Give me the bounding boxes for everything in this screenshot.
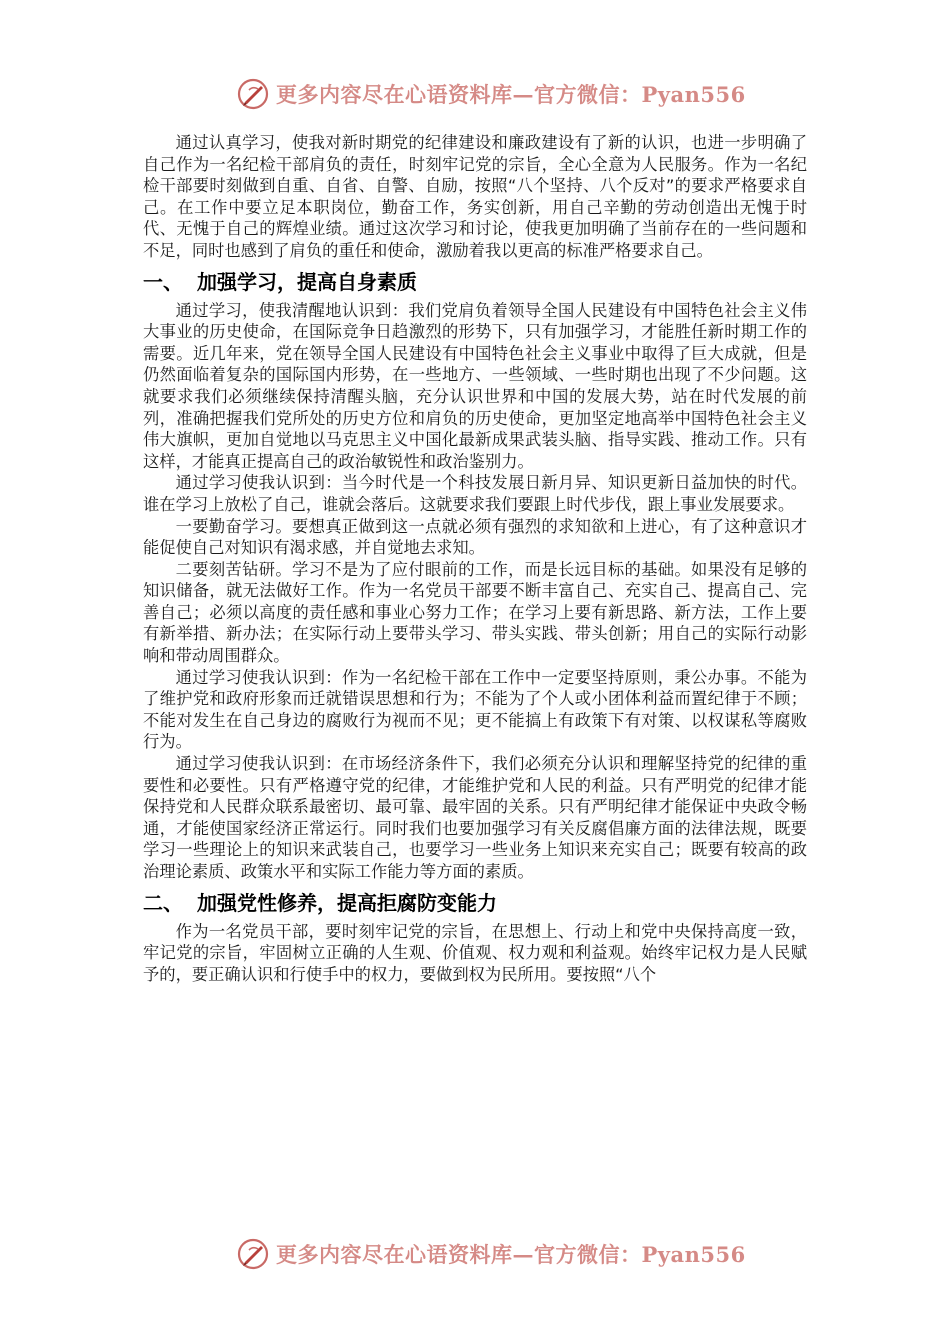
section-number: 一、	[143, 269, 183, 294]
paragraph: 通过学习，使我清醒地认识到：我们党肩负着领导全国人民建设有中国特色社会主义伟大事业的历史使命，在国际竞争日趋激烈的形势下，只有加强学习，才能胜任新时期工作的需要。近几年来，党在领导全国人民建设有中国特色社会主义事业中取得了巨大成就，但是仍然面临着复杂的国际国内形势，在一些地方、一些领域、一些时期也出现了不少问题。这就要求我们必须继续保持清醒头脑，充分认识世界和中国的发展大势，站在时代发展的前列，准确把握我们党所处的历史方位和肩负的历史使命，更加坚定地高举中国特色社会主义伟大旗帜，更加自觉地以马克思主义中国化最新成果武装头脑、指导实践、推动工作。只有这样，才能真正提高自己的政治敏锐性和政治鉴别力。	[143, 300, 807, 471]
section-heading-1	[143, 268, 807, 296]
paragraph: 通过学习使我认识到：当今时代是一个科技发展日新月异、知识更新日益加快的时代。谁在学习上放松了自己，谁就会落后。这就要求我们要跟上时代步伐，跟上事业发展要求。	[143, 473, 807, 514]
paragraph: 作为一名党员干部，要时刻牢记党的宗旨，在思想上、行动上和党中央保持高度一致，牢记党的宗旨，牢固树立正确的人生观、价值观、权力观和利益观。始终牢记权力是人民赋予的，要正确认识和行使手中的权力，要做到权为民所用。要按照“八个	[143, 921, 807, 984]
watermark-text: 更多内容尽在心语资料库—官方微信：Pyan556	[276, 1242, 746, 1267]
section-heading-2	[143, 889, 807, 917]
watermark-text: 更多内容尽在心语资料库—官方微信：Pyan556	[276, 82, 746, 107]
pen-logo-icon	[236, 1237, 270, 1271]
header-watermark	[236, 74, 746, 114]
section-title: 加强学习，提高自身素质	[197, 269, 417, 294]
paragraph: 通过学习使我认识到：在市场经济条件下，我们必须充分认识和理解坚持党的纪律的重要性和必要性。只有严格遵守党的纪律，才能维护党和人民的利益。只有严明党的纪律才能保持党和人民群众联系最密切、最可靠、最牢固的关系。只有严明纪律才能保证中央政令畅通，才能使国家经济正常运行。同时我们也要加强学习有关反腐倡廉方面的法律法规，既要学习一些理论上的知识来武装自己，也要学习一些业务上知识来充实自己；既要有较高的政治理论素质、政策水平和实际工作能力等方面的素质。	[143, 754, 807, 881]
pen-logo-icon	[236, 77, 270, 111]
paragraph: 一要勤奋学习。要想真正做到这一点就必须有强烈的求知欲和上进心，有了这种意识才能促使自己对知识有渴求感，并自觉地去求知。	[143, 516, 807, 558]
footer-watermark	[236, 1234, 746, 1274]
section-number: 二、	[143, 890, 183, 915]
section-title: 加强党性修养，提高拒腐防变能力	[197, 890, 497, 915]
document-body	[143, 132, 807, 985]
paragraph: 二要刻苦钻研。学习不是为了应付眼前的工作，而是长远目标的基础。如果没有足够的知识储备，就无法做好工作。作为一名党员干部要不断丰富自己、充实自己、提高自己、完善自己；必须以高度的责任感和事业心努力工作；在学习上要有新思路、新方法，工作上要有新举措、新办法；在实际行动上要带头学习、带头实践、带头创新；用自己的实际行动影响和带动周围群众。	[143, 559, 807, 666]
paragraph: 通过学习使我认识到：作为一名纪检干部在工作中一定要坚持原则，秉公办事。不能为了维护党和政府形象而迁就错误思想和行为；不能为了个人或小团体利益而置纪律于不顾；不能对发生在自己身边的腐败行为视而不见；更不能搞上有政策下有对策、以权谋私等腐败行为。	[143, 667, 807, 752]
intro-paragraph: 通过认真学习，使我对新时期党的纪律建设和廉政建设有了新的认识，也进一步明确了自己作为一名纪检干部肩负的责任，时刻牢记党的宗旨，全心全意为人民服务。作为一名纪检干部要时刻做到自重、自省、自警、自励，按照“八个坚持、八个反对”的要求严格要求自己。在工作中要立足本职岗位，勤奋工作，务实创新，用自己辛勤的劳动创造出无愧于时代、无愧于自己的辉煌业绩。通过这次学习和讨论，使我更加明确了当前存在的一些问题和不足，同时也感到了肩负的重任和使命，激励着我以更高的标准严格要求自己。	[143, 133, 807, 260]
